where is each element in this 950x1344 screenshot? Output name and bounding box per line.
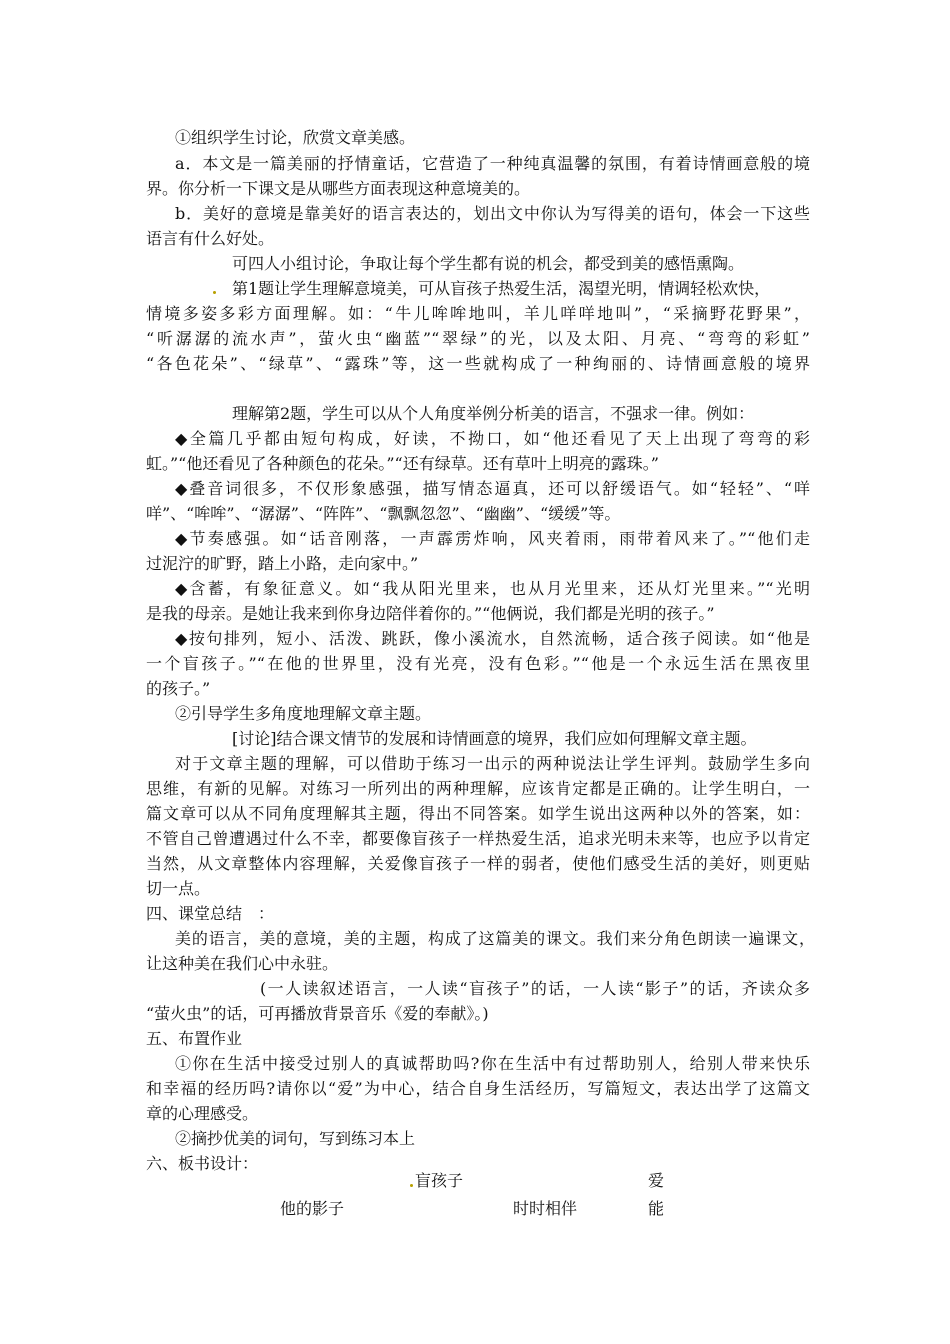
- text-line: 思维，有新的见解。对练习一所列出的两种理解，应该肯定都是正确的。让学生明白，一: [146, 779, 810, 798]
- text-line: 对于文章主题的理解，可以借助于练习一出示的两种说法让学生评判。鼓励学生多向: [175, 754, 810, 773]
- text-line: 一个盲孩子。”“在他的世界里，没有光亮，没有色彩。”“他是一个永远生活在黑夜里: [146, 654, 810, 673]
- text-line: “各色花朵”、“绿草”、“露珠”等，这一些就构成了一种绚丽的、诗情画意般的境界: [146, 354, 810, 373]
- section-heading: 四、课堂总结 ：: [146, 904, 275, 923]
- text-line: 切一点。: [146, 879, 211, 898]
- board-always: 时时相伴: [513, 1199, 578, 1218]
- text-line: 篇文章可以从不同角度理解其主题，得出不同答案。如学生说出这两种以外的答案，如：: [146, 804, 810, 823]
- text-line: ①你在生活中接受过别人的真诚帮助吗?你在生活中有过帮助别人，给别人带来快乐: [175, 1054, 810, 1073]
- text-line: ◆含蓄，有象征意义。如“我从阳光里来，也从月光里来，还从灯光里来。”“光明: [175, 579, 810, 598]
- text-line: ◆节奏感强。如“话音刚落，一声霹雳炸响，风夹着雨，雨带着风来了。”“他们走: [175, 529, 810, 548]
- text-line: 不管自己曾遭遇过什么不幸，都要像盲孩子一样热爱生活，追求光明未来等，也应予以肯定: [146, 829, 810, 848]
- text-line: b．美好的意境是靠美好的语言表达的，划出文中你认为写得美的语句，体会一下这些: [175, 204, 810, 223]
- section-heading: 五、布置作业: [146, 1029, 243, 1048]
- text-line: ◆叠音词很多，不仅形象感强，描写情态逼真，还可以舒缓语气。如“轻轻”、“咩: [175, 479, 810, 498]
- text-line: 美的语言，美的意境，美的主题，构成了这篇美的课文。我们来分角色朗读一遍课文，: [175, 929, 815, 948]
- text-line: 和幸福的经历吗?请你以“爱”为中心，结合自身生活经历，写篇短文，表达出学了这篇文: [146, 1079, 810, 1098]
- text-line: 是我的母亲。是她让我来到你身边陪伴着你的。”“他俩说，我们都是光明的孩子。”: [146, 604, 715, 623]
- text-line: 当然，从文章整体内容理解，关爱像盲孩子一样的弱者，使他们感受生活的美好，则更贴: [146, 854, 810, 873]
- text-line: 语言有什么好处。: [146, 229, 275, 248]
- marker-dot: [213, 291, 216, 294]
- text-line: 咩”、“哞哞”、“潺潺”、“阵阵”、“飘飘忽忽”、“幽幽”、“缓缓”等。: [146, 504, 621, 523]
- text-line: ◆全篇几乎都由短句构成，好读，不拗口，如“他还看见了天上出现了弯弯的彩: [175, 429, 810, 448]
- text-line: 理解第2题，学生可以从个人角度举例分析美的语言，不强求一律。例如：: [232, 404, 755, 423]
- text-line: a．本文是一篇美丽的抒情童话，它营造了一种纯真温馨的氛围，有着诗情画意般的境: [175, 154, 810, 173]
- text-line: (一人读叙述语言，一人读“盲孩子”的话，一人读“影子”的话，齐读众多: [260, 979, 810, 998]
- text-line: 虹。”“他还看见了各种颜色的花朵。”“还有绿草。还有草叶上明亮的露珠。”: [146, 454, 659, 473]
- text-line: ②摘抄优美的词句，写到练习本上: [175, 1129, 416, 1148]
- text-line: 过泥泞的旷野，踏上小路，走向家中。”: [146, 554, 419, 573]
- text-line: 可四人小组讨论，争取让每个学生都有说的机会，都受到美的感悟熏陶。: [232, 254, 745, 273]
- board-blind-child: 盲孩子: [415, 1171, 464, 1190]
- board-can: 能: [648, 1199, 665, 1218]
- text-line: 第1题让学生理解意境美，可从盲孩子热爱生活，渴望光明，情调轻松欢快，: [232, 279, 771, 298]
- text-line: ①组织学生讨论，欣赏文章美感。: [175, 128, 416, 147]
- text-line: 章的心理感受。: [146, 1104, 259, 1123]
- marker-dot: [410, 1184, 413, 1187]
- board-love: 爱: [648, 1171, 665, 1190]
- text-line: “萤火虫”的话，可再播放背景音乐《爱的奉献》。): [146, 1004, 489, 1023]
- text-line: ②引导学生多角度地理解文章主题。: [175, 704, 432, 723]
- text-line: 让这种美在我们心中永驻。: [146, 954, 339, 973]
- text-line: ◆按句排列，短小、活泼、跳跃，像小溪流水，自然流畅，适合孩子阅读。如“他是: [175, 629, 810, 648]
- text-line: 情境多姿多彩方面理解。如：“牛儿哞哞地叫，羊儿咩咩地叫”，“采摘野花野果”，: [146, 304, 810, 323]
- text-line: “听潺潺的流水声”，萤火虫“幽蓝”“翠绿”的光，以及太阳、月亮、“弯弯的彩虹”: [146, 329, 810, 348]
- text-line: 界。你分析一下课文是从哪些方面表现这种意境美的。: [146, 179, 531, 198]
- board-shadow: 他的影子: [280, 1199, 345, 1218]
- text-line: [讨论]结合课文情节的发展和诗情画意的境界，我们应如何理解文章主题。: [232, 729, 757, 748]
- text-line: 的孩子。”: [146, 679, 211, 698]
- section-heading: 六、板书设计：: [146, 1154, 259, 1173]
